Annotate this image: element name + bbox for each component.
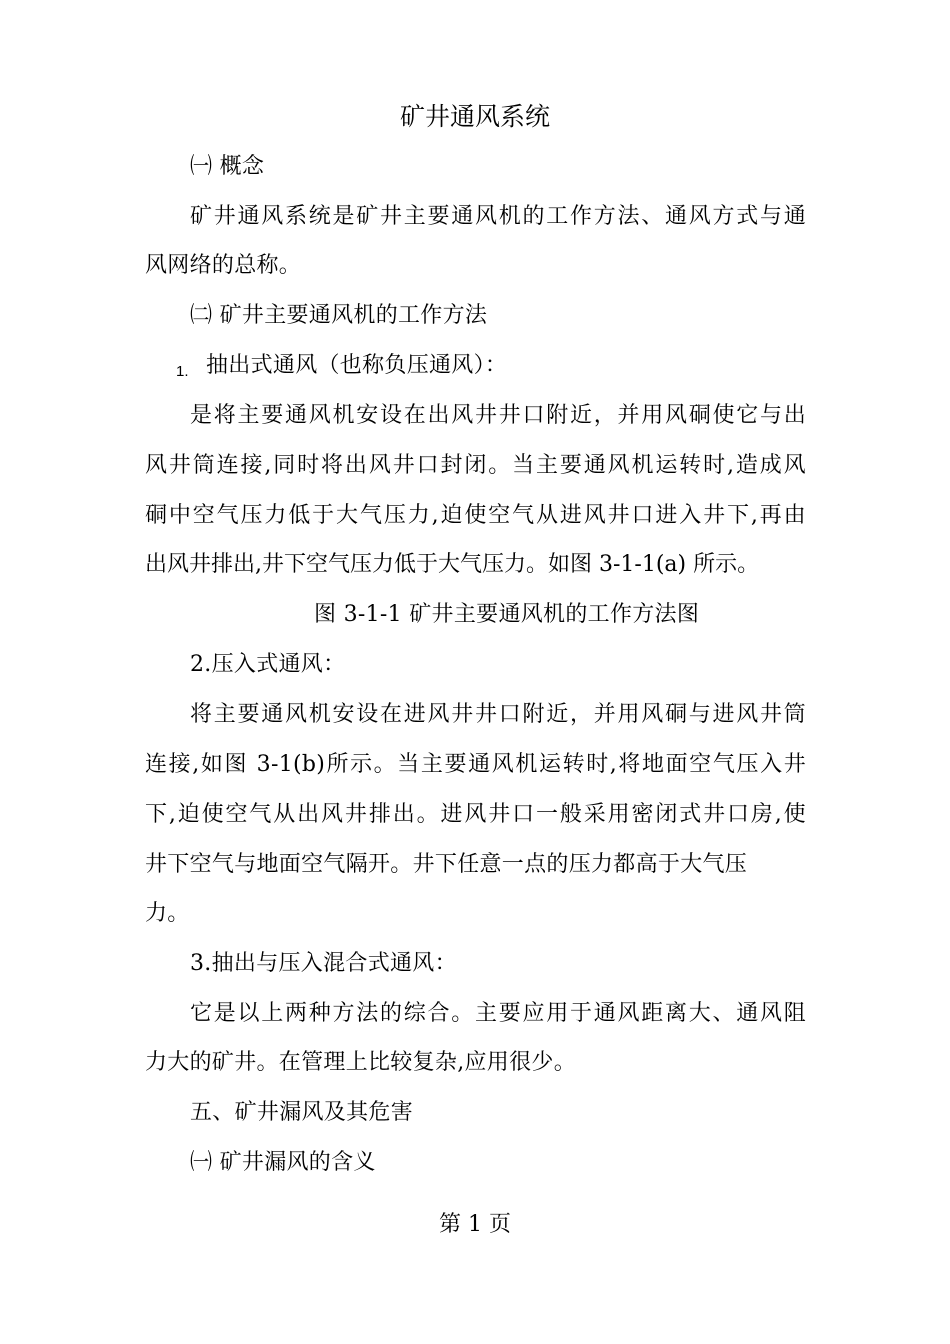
paragraph-line: 井下空气与地面空气隔开。井下任意一点的压力都高于大气压 xyxy=(145,852,748,877)
paragraph-line: 连接,如图 3-1(b)所示。当主要通风机运转时,将地面空气压入井 xyxy=(145,752,806,777)
paragraph-line: 将主要通风机安设在进风井井口附近，并用风硐与进风井筒 xyxy=(190,702,806,727)
document-title: 矿井通风系统 xyxy=(399,102,550,131)
list-item-heading: 抽出式通风（也称负压通风）： xyxy=(206,353,508,378)
list-number: 1. xyxy=(176,363,189,380)
list-item-heading: 2.压入式通风： xyxy=(190,652,346,677)
page-footer: 第 1 页 xyxy=(439,1212,511,1237)
paragraph-line: 是将主要通风机安设在出风井井口附近，并用风硐使它与出 xyxy=(190,403,806,428)
section-heading-working-method: ㈡ 矿井主要通风机的工作方法 xyxy=(190,303,488,328)
paragraph-line: 风井筒连接,同时将出风井口封闭。当主要通风机运转时,造成风 xyxy=(145,453,806,478)
section-heading-concept: ㈠ 概念 xyxy=(190,154,265,179)
paragraph-line: 它是以上两种方法的综合。主要应用于通风距离大、通风阻 xyxy=(190,1001,806,1026)
paragraph-line: 矿井通风系统是矿井主要通风机的工作方法、通风方式与通 xyxy=(190,204,806,229)
paragraph-line: 风网络的总称。 xyxy=(145,253,302,278)
section-heading-leakage-meaning: ㈠ 矿井漏风的含义 xyxy=(190,1150,376,1175)
paragraph-line: 力。 xyxy=(145,901,190,926)
paragraph-line: 出风井排出,井下空气压力低于大气压力。如图 3-1-1(a) 所示。 xyxy=(145,552,760,577)
section-heading-leakage: 五、矿井漏风及其危害 xyxy=(190,1100,414,1125)
list-item-heading: 3.抽出与压入混合式通风： xyxy=(190,951,457,976)
figure-caption: 图 3-1-1 矿井主要通风机的工作方法图 xyxy=(314,602,700,627)
paragraph-line: 下,迫使空气从出风井排出。进风井口一般采用密闭式井口房,使 xyxy=(145,802,806,827)
paragraph-line: 力大的矿井。在管理上比较复杂,应用很少。 xyxy=(145,1050,576,1075)
paragraph-line: 硐中空气压力低于大气压力,迫使空气从进风井口进入井下,再由 xyxy=(145,503,806,528)
